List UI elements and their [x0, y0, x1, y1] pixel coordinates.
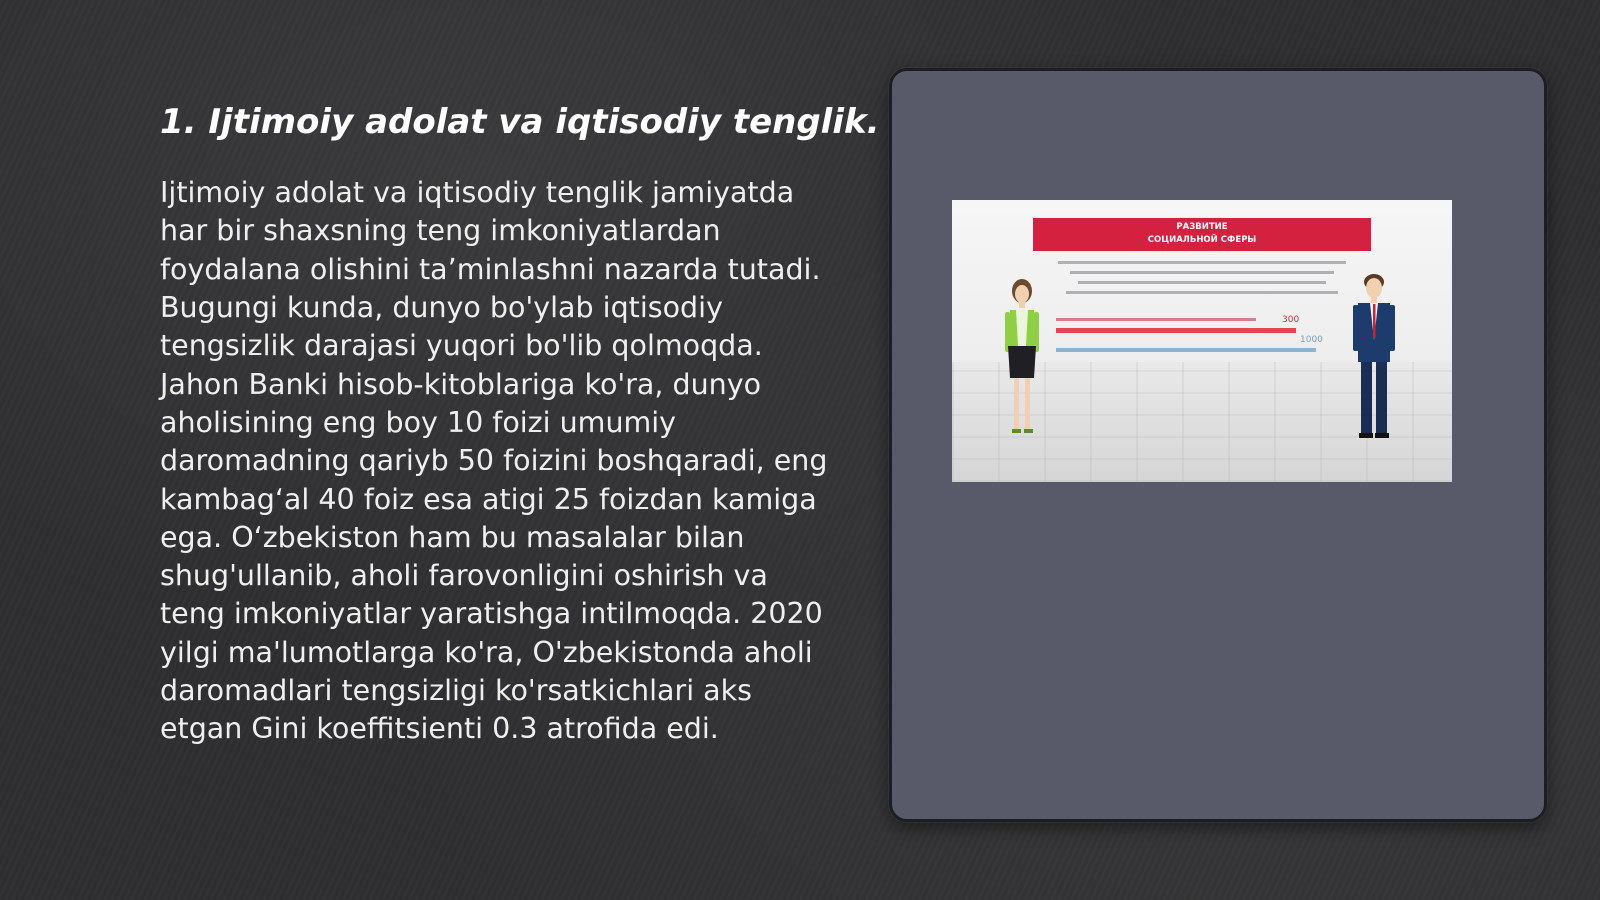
video-thumbnail[interactable]	[952, 200, 1452, 482]
woman-presenter-icon	[1002, 276, 1042, 441]
thumbnail-text-line	[1066, 291, 1338, 294]
thumbnail-blue-bar-value: 1000	[1300, 335, 1323, 345]
thumbnail-blue-bar	[1056, 348, 1316, 352]
slide-text-block	[160, 100, 880, 749]
thumbnail-text-line	[1078, 281, 1326, 284]
thumbnail-text-line	[1058, 261, 1346, 264]
thumbnail-banner-line-2: СОЦИАЛЬНОЙ СФЕРЫ	[1147, 235, 1257, 245]
slide-title: 1. Ijtimoiy adolat va iqtisodiy tenglik.	[160, 102, 880, 142]
thumbnail-text-lines	[1058, 254, 1346, 294]
man-presenter-icon	[1352, 270, 1396, 442]
video-frame	[889, 68, 1547, 822]
slide-body-text: Ijtimoiy adolat va iqtisodiy tenglik jamiyatda har bir shaxsning teng imkoniyatlardan foydalana olishini taʼminlashni nazarda tutadi. Bugungi kunda, dunyo bo'ylab iqtisodiy tengsizlik darajasi yuqori bo'lib qolmoqda. Jahon Banki hisob-kitoblariga ko'ra, dunyo aholisining eng boy 10 foizi umumiy daromadning qariyb 50 foizini boshqaradi, eng kambagʻal 40 foiz esa atigi 25 foizdan kamiga ega. Oʻzbekiston ham bu masalalar bilan shug'ullanib, aholi farovonligini oshirish va teng imkoniyatlar yaratishga intilmoqda. 2020 yilgi ma'lumotlarga ko'ra, O'zbekistonda aholi daromadlari tengsizligi ko'rsatkichlari aks etgan Gini koeffitsienti 0.3 atrofida edi.	[160, 176, 828, 746]
thumbnail-banner-line-1: РАЗВИТИЕ	[1176, 222, 1228, 232]
thumbnail-red-bar	[1056, 328, 1296, 333]
thumbnail-text-line	[1070, 271, 1334, 274]
thumbnail-red-bar-label	[1056, 318, 1256, 321]
thumbnail-banner	[1033, 218, 1371, 251]
thumbnail-red-bar-value: 300	[1282, 315, 1300, 325]
